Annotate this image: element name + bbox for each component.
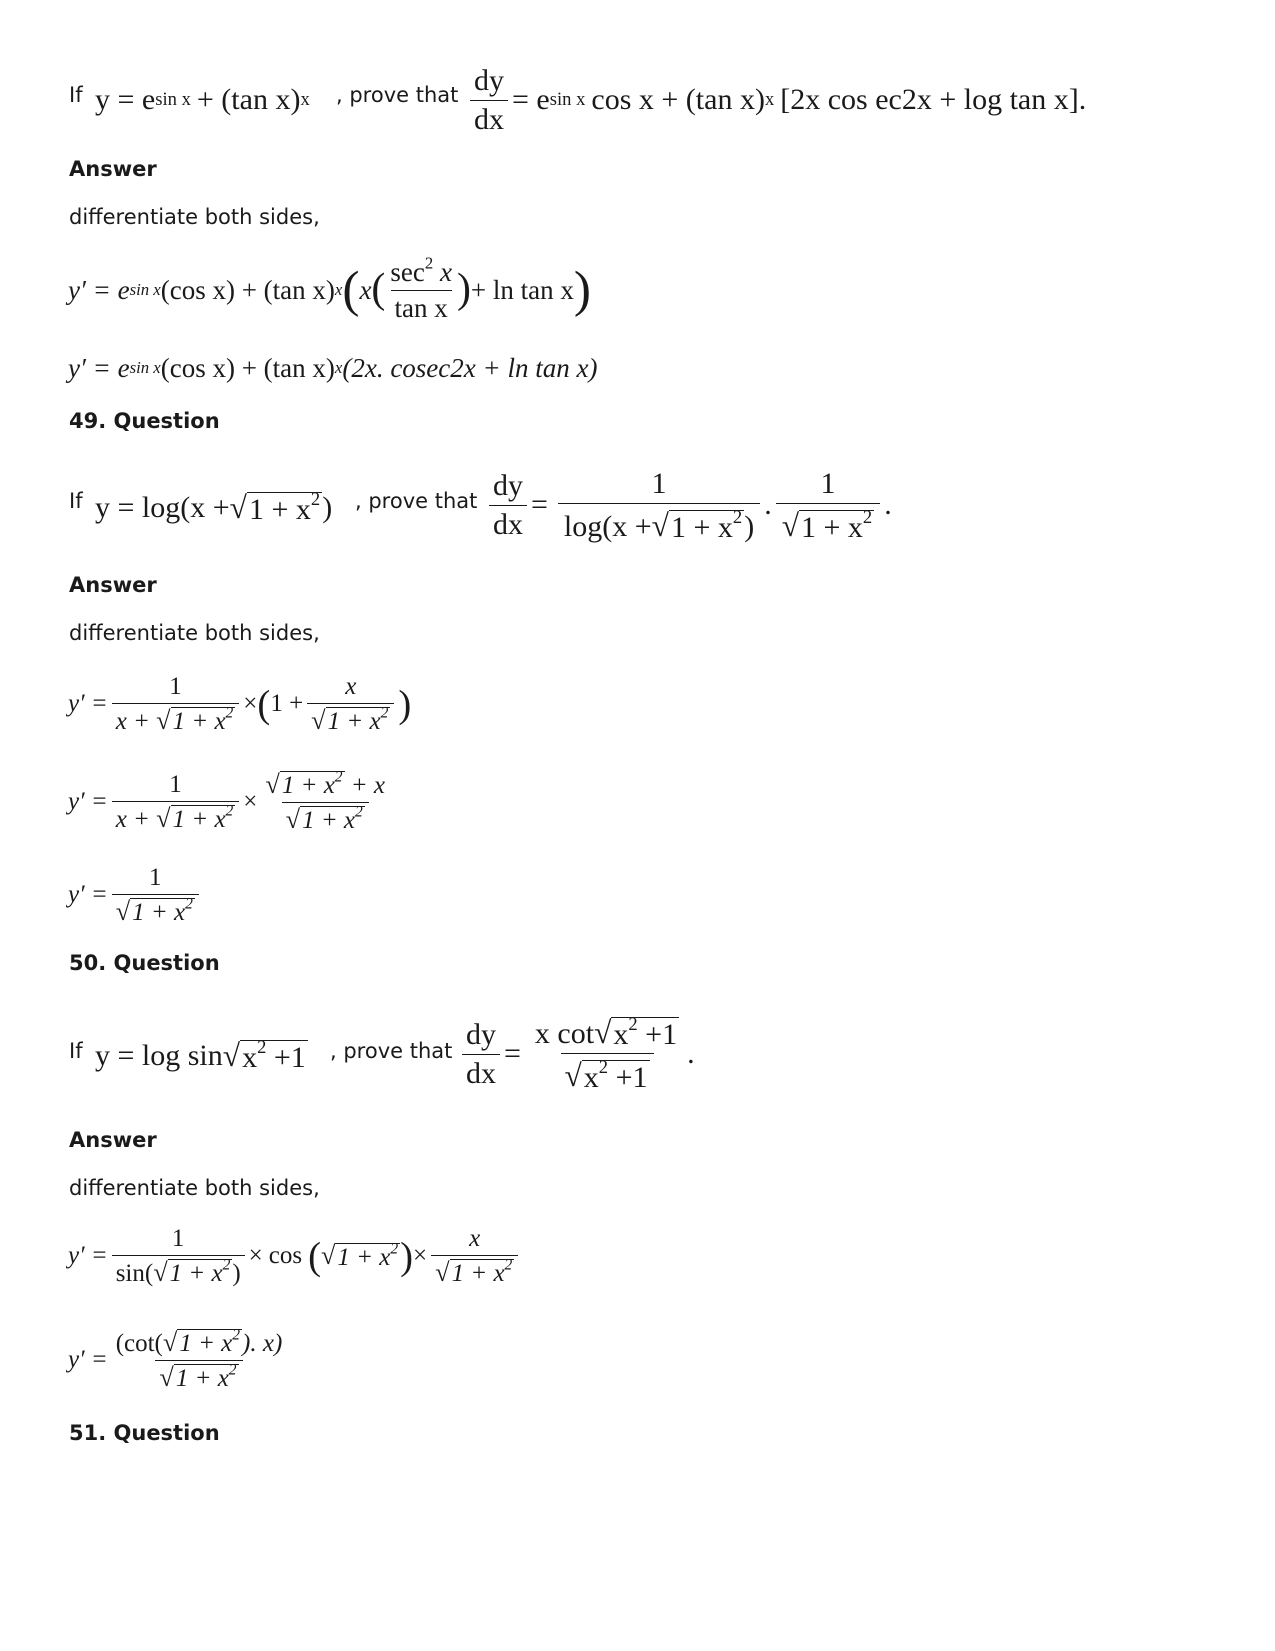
q49-prove-that: , prove that [355, 489, 478, 513]
q50-if-label: If [69, 1039, 83, 1063]
q50-statement-equation: y = log sin √ $x^2 +1$ [95, 1037, 306, 1074]
question-heading-50: 50. Question [69, 951, 220, 975]
q49-if-label: If [69, 489, 83, 513]
answer-heading-48: Answer [69, 157, 157, 181]
a49-line1: y′ = 1 x + √ $1 + x^2$ × ( 1 + x √ $1 + x^2$ ) [68, 672, 412, 735]
q50-prove-that: , prove that [330, 1039, 453, 1063]
a48-line2: y′ = e sin x (cos x) + (tan x) x (2x. cosec2x + ln tan x) [68, 352, 598, 383]
a48-intro: differentiate both sides, [69, 205, 320, 229]
q49-statement-equation: y = log(x + √ $1 + x^2$ ) [95, 489, 333, 526]
question-heading-51: 51. Question [69, 1421, 220, 1445]
a49-intro: differentiate both sides, [69, 621, 320, 645]
q48-if-label: If [69, 83, 83, 107]
answer-heading-50: Answer [69, 1128, 157, 1152]
a50-line1: y′ = 1 sin( √ $1 + x^2$ ) × cos ( √ $1 + x^2$ ) × x √ $1 + x^2$ [68, 1216, 522, 1296]
q48-prove-that: , prove that [336, 83, 459, 107]
a49-line2: y′ = 1 x + √ $1 + x^2$ × √ $1 + x^2$ + x √ $1 + x^2$ [68, 768, 386, 834]
answer-heading-49: Answer [69, 573, 157, 597]
q48-derivative-equation: $\frac{dy}{dx}$ = e sin x cos x + (tan x) x [2x cos ec2x + log tan x]. [466, 58, 1086, 142]
a50-intro: differentiate both sides, [69, 1176, 320, 1200]
q48-statement-equation: y = e sin x + (tan x) x [95, 83, 310, 116]
a50-line2: y′ = (cot( √ $1 + x^2$ ). x) √ $1 + x^2$ [68, 1326, 283, 1392]
a48-line1: y′ = e sin x (cos x) + (tan x) x ( x ( $\frac{\sec^2 x}{\text{tan x}}$ ) + ln tan x ) [68, 252, 591, 323]
question-heading-49: 49. Question [69, 409, 220, 433]
a49-line3: y′ = 1 √ $1 + x^2$ [68, 855, 203, 935]
q49-derivative-equation: $\frac{dy}{dx}$ = 1 log(x + √ $1 + x^2$ ) . 1 √ $1 + x^2$ . [485, 455, 892, 555]
q50-derivative-equation: $\frac{dy}{dx}$ = x cot √ $x^2 +1$ √ $x^2 +1$ . [458, 1002, 695, 1106]
